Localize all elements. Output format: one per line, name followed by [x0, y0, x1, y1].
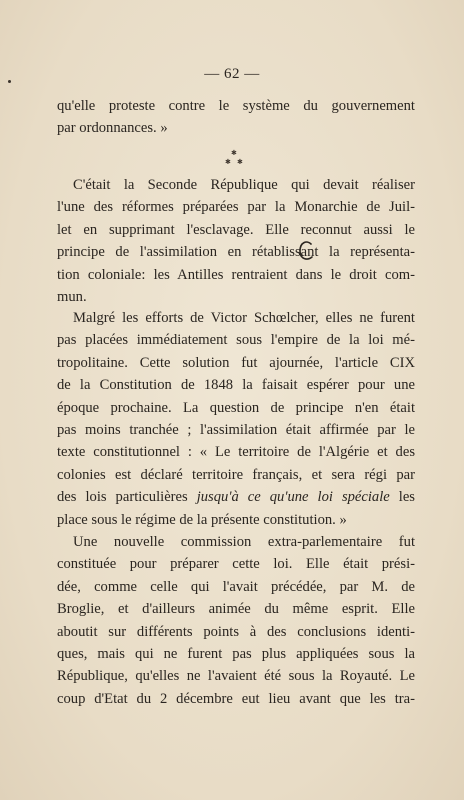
text-line: tropolitaine. Cette solution fut ajournée, l'article CIX	[57, 354, 415, 371]
text-line: constituée pour préparer cette loi. Elle était prési-	[57, 556, 415, 573]
text-line: dée, comme celle qui l'avait précédée, par M. de	[57, 578, 415, 595]
page-number: — 62 —	[204, 66, 260, 82]
text-line: texte constitutionnel : « Le territoire de l'Algérie et des	[57, 444, 415, 461]
handwritten-annotation	[298, 240, 314, 262]
text-span: les	[389, 489, 415, 506]
text-line: pas moins tranchée ; l'assimilation était affirmée par le	[57, 421, 415, 438]
text-line: Malgré les efforts de Victor Schœlcher, elles ne furent	[73, 310, 415, 326]
text-line	[57, 486, 415, 508]
text-line: C'était la Seconde République qui devait réaliser	[73, 177, 415, 193]
italic-phrase: jusqu'à ce qu'une loi spéciale	[196, 489, 390, 506]
text-line: pas placées immédiatement sous l'empire de la loi mé-	[57, 332, 415, 349]
text-line: Une nouvelle commission extra-parlementaire fut	[73, 534, 415, 550]
text-line: Broglie, et d'ailleurs animée du même esprit. Elle	[57, 601, 415, 618]
text-line: de la Constitution de 1848 la faisait espérer pour une	[57, 377, 415, 394]
text-line: République, qu'elles ne l'avaient été sous la Royauté. Le	[57, 668, 415, 685]
text-line: tion coloniale: les Antilles rentraient dans le droit com-	[57, 266, 415, 283]
text-line: ques, mais qui ne furent pas plus appliquées sous la	[57, 645, 415, 662]
text-line: par ordonnances. »	[57, 120, 168, 137]
text-line: coup d'Etat du 2 décembre eut lieu avant que les tra-	[57, 690, 415, 707]
text-span: des lois particulières	[57, 489, 197, 506]
text-line: mun.	[57, 288, 87, 305]
text-line: époque prochaine. La question de principe n'en était	[57, 399, 415, 416]
three-asterisks-icon: ✱ ✱ ✱	[225, 149, 243, 166]
paragraph-1	[57, 95, 415, 140]
text-line: place sous le régime de la présente constitution. »	[57, 511, 347, 528]
paragraph-3	[57, 307, 415, 531]
paragraph-2	[57, 174, 415, 308]
paragraph-4	[57, 531, 415, 710]
text-line: colonies est déclaré territoire français, et sera régi par	[57, 466, 415, 483]
text-line: l'une des réformes préparées par la Monarchie de Juil-	[57, 199, 415, 216]
text-line: principe de l'assimilation en rétablissant la représenta-	[57, 244, 415, 261]
text-line: qu'elle proteste contre le système du gouvernement	[57, 98, 415, 114]
text-line: let en supprimant l'esclavage. Elle reconnut aussi le	[57, 221, 415, 238]
text-line: aboutit sur différents points à des conclusions identi-	[57, 623, 415, 640]
